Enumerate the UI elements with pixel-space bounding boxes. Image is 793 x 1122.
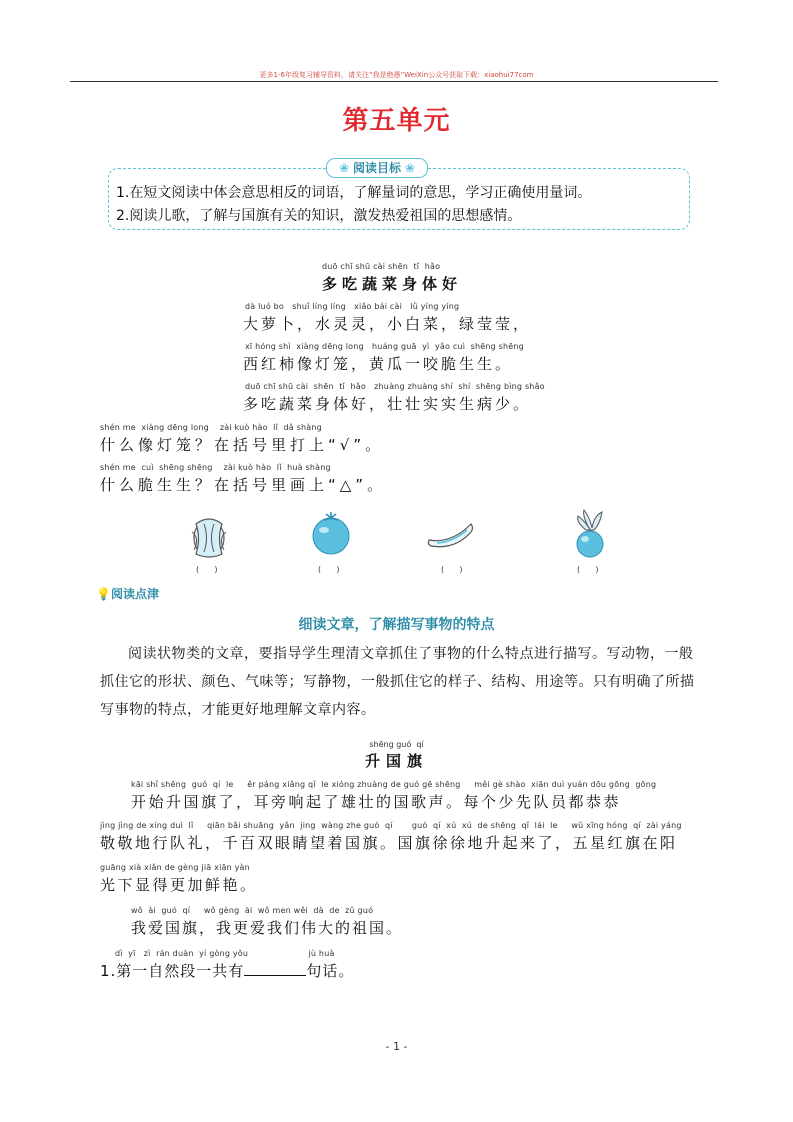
question-text: 什么脆生生？在括号里画上“△”。 bbox=[100, 476, 387, 494]
cabbage-icon bbox=[182, 508, 236, 560]
poem-line-pinyin: duō chī shū cài shēn tǐ hǎo zhuàng zhuàng shí shí shēng bìng shǎo bbox=[245, 382, 545, 391]
header-note: 更多1-6年级复习辅导资料，请关注“我是绝愚”WeiXin公众号获取下载：xiaohui77com bbox=[259, 71, 534, 79]
tomato-icon bbox=[307, 508, 355, 558]
question-pinyin: shén me xiàng dēng long zài kuò hào lǐ dǎ shàng bbox=[100, 423, 322, 432]
flag-line: 我爱国旗，我更爱我们伟大的祖国。 bbox=[131, 919, 404, 937]
flag-line-pinyin: jìng jìng de xíng duì lǐ qiān bǎi shuāng yǎn jing wàng zhe guó qí guó qí xú xú de shēng qǐ lái le wǔ xīng hóng qí zài yáng bbox=[100, 821, 682, 830]
exercise-question bbox=[100, 960, 354, 981]
flag-title-pinyin: shēng guó qí bbox=[369, 740, 424, 749]
flag-line: 开始升国旗了，耳旁响起了雄壮的国歌声。每个少先队员都恭恭 bbox=[131, 793, 622, 811]
poem-line-pinyin: xī hóng shì xiàng dēng long huáng guā yì yǎo cuì shēng shēng bbox=[245, 342, 524, 351]
goals-badge-label: 阅读目标 bbox=[352, 161, 401, 175]
exercise-pinyin: dì yī zì rán duàn yí gòng yǒu jù huà bbox=[115, 949, 335, 958]
flag-line-pinyin: kāi shǐ shēng guó qí le ěr páng xiǎng qǐ le xióng zhuàng de guó gē shēng měi gè shào xiān duì yuán dōu gōng gōng bbox=[131, 780, 657, 789]
poem-line: 多吃蔬菜身体好，壮壮实实生病少。 bbox=[243, 395, 532, 413]
poem-line-pinyin: dà luó bo shuǐ líng líng xiǎo bái cài lǜ yíng yíng bbox=[245, 302, 460, 311]
flag-line-pinyin: wǒ ài guó qí wǒ gèng ài wǒ men wěi dà de zǔ guó bbox=[131, 906, 374, 915]
cucumber-icon bbox=[425, 520, 477, 550]
poem-title: 多吃蔬菜身体好 bbox=[322, 275, 463, 293]
page-number: - 1 - bbox=[385, 1040, 408, 1053]
reading-point-heading bbox=[96, 585, 159, 602]
flourish-icon: ❀ bbox=[339, 161, 353, 175]
goal-item: 1.在短文阅读中体会意思相反的词语，了解量词的意思，学习正确使用量词。 bbox=[116, 185, 592, 201]
flourish-icon: ❀ bbox=[401, 161, 415, 175]
poem-line: 大萝卜，水灵灵，小白菜，绿莹莹， bbox=[243, 315, 532, 333]
page-title: 第五单元 bbox=[342, 106, 451, 136]
flag-line: 光下显得更加鲜艳。 bbox=[100, 876, 258, 894]
question-pinyin: shén me cuì shēng shēng zài kuò hào lǐ huà shàng bbox=[100, 463, 331, 472]
answer-paren[interactable]: ( ) bbox=[318, 565, 340, 574]
poem-title-pinyin: duō chī shū cài shēn tǐ hǎo bbox=[322, 262, 441, 271]
answer-paren[interactable]: ( ) bbox=[577, 565, 599, 574]
flag-line-pinyin: guāng xià xiǎn de gèng jiā xiān yàn bbox=[100, 863, 250, 872]
goals-badge bbox=[326, 158, 428, 178]
answer-blank[interactable] bbox=[244, 963, 306, 976]
goal-item: 2.阅读儿歌，了解与国旗有关的知识，激发热爱祖国的思想感情。 bbox=[116, 208, 522, 224]
lightbulb-icon: 💡 bbox=[96, 587, 111, 601]
exercise-text-after: 句话。 bbox=[306, 962, 355, 980]
poem-line: 西红柿像灯笼，黄瓜一咬脆生生。 bbox=[243, 355, 514, 373]
answer-paren[interactable]: ( ) bbox=[196, 565, 218, 574]
radish-icon bbox=[568, 508, 612, 558]
flag-line: 敬敬地行队礼，千百双眼睛望着国旗。国旗徐徐地升起来了，五星红旗在阳 bbox=[100, 834, 678, 852]
reading-point-label: 阅读点津 bbox=[110, 587, 159, 601]
reading-point-paragraph: 阅读状物类的文章，要指导学生理清文章抓住了事物的什么特点进行描写。写动物，一般抓住它的形状、颜色、气味等；写静物，一般抓住它的样子、结构、用途等。只有明确了所描写事物的特点，才能更好地理解文章内容。 bbox=[100, 646, 695, 718]
flag-title: 升国旗 bbox=[364, 752, 428, 770]
question-text: 什么像灯笼？在括号里打上“√”。 bbox=[100, 436, 385, 454]
header-rule bbox=[70, 81, 718, 82]
answer-paren[interactable]: ( ) bbox=[441, 565, 463, 574]
reading-point-subtitle: 细读文章，了解描写事物的特点 bbox=[298, 617, 495, 633]
exercise-text-before: 1.第一自然段一共有 bbox=[100, 962, 245, 980]
